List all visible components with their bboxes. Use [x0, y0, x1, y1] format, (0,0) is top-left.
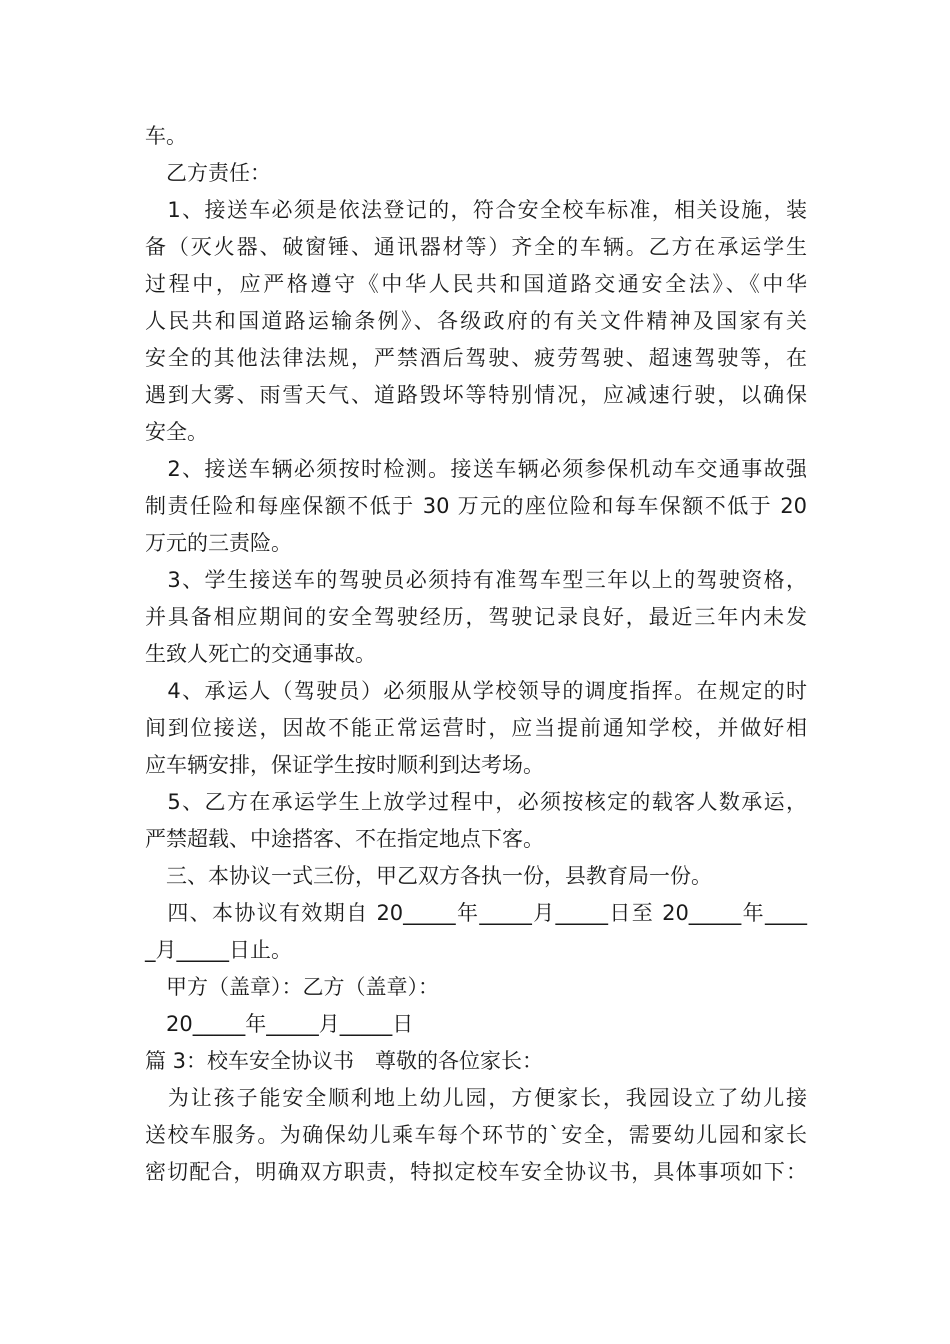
text-line: _月_____日止。 [145, 938, 292, 962]
text-line: 为让孩子能安全顺利地上幼儿园，方便家长，我园设立了幼儿接 [145, 1086, 807, 1110]
text-line: 3、学生接送车的驾驶员必须持有准驾车型三年以上的驾驶资格， [145, 568, 807, 592]
text-line: 安全的其他法律法规，严禁酒后驾驶、疲劳驾驶、超速驾驶等，在 [145, 346, 807, 370]
text-line: 安全。 [145, 420, 208, 444]
text-line: 生致人死亡的交通事故。 [145, 642, 376, 666]
text-line: 制责任险和每座保额不低于 30 万元的座位险和每车保额不低于 20 [145, 494, 807, 518]
text-line: 备（灭火器、破窗锤、通讯器材等）齐全的车辆。乙方在承运学生 [145, 235, 807, 259]
signature-line: 甲方（盖章）：乙方（盖章）： [145, 975, 439, 999]
section-heading: 篇 3：校车安全协议书 尊敬的各位家长： [145, 1049, 544, 1073]
text-line: 车。 [145, 124, 187, 148]
text-line: 送校车服务。为确保幼儿乘车每个环节的`安全，需要幼儿园和家长 [145, 1123, 807, 1147]
date-line: 20_____年_____月_____日 [145, 1012, 414, 1036]
text-line: 2、接送车辆必须按时检测。接送车辆必须参保机动车交通事故强 [145, 457, 807, 481]
text-line: 三、本协议一式三份，甲乙双方各执一份，县教育局一份。 [145, 864, 712, 888]
text-line: 人民共和国道路运输条例》、各级政府的有关文件精神及国家有关 [145, 309, 807, 333]
text-line: 遇到大雾、雨雪天气、道路毁坏等特别情况，应减速行驶，以确保 [145, 383, 807, 407]
document-body [145, 118, 807, 1191]
text-line: 应车辆安排，保证学生按时顺利到达考场。 [145, 753, 544, 777]
text-line: 并具备相应期间的安全驾驶经历，驾驶记录良好，最近三年内未发 [145, 605, 807, 629]
text-line: 1、接送车必须是依法登记的，符合安全校车标准，相关设施，装 [145, 198, 807, 222]
text-line: 密切配合，明确双方职责，特拟定校车安全协议书，具体事项如下： [145, 1160, 807, 1184]
text-line: 乙方责任： [145, 161, 271, 185]
text-line: 间到位接送，因故不能正常运营时，应当提前通知学校，并做好相 [145, 716, 807, 740]
text-line: 严禁超载、中途搭客、不在指定地点下客。 [145, 827, 544, 851]
text-line: 过程中，应严格遵守《中华人民共和国道路交通安全法》、《中华 [145, 272, 807, 296]
text-line: 万元的三责险。 [145, 531, 292, 555]
text-line: 四、本协议有效期自 20_____年_____月_____日至 20_____年____ [145, 901, 807, 925]
text-line: 5、乙方在承运学生上放学过程中，必须按核定的载客人数承运， [145, 790, 807, 814]
text-line: 4、承运人（驾驶员）必须服从学校领导的调度指挥。在规定的时 [145, 679, 807, 703]
